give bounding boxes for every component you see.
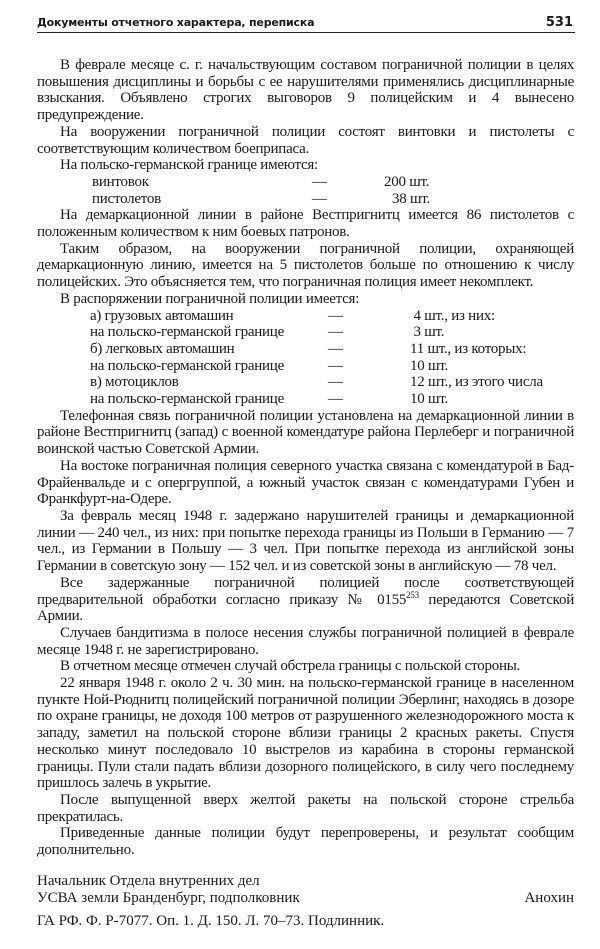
dash: — [328, 391, 343, 408]
dash: — [328, 340, 343, 357]
item-name: пистолетов [92, 190, 161, 207]
page-number: 531 [545, 15, 573, 30]
list-item [37, 341, 574, 358]
item-name: винтовок [92, 173, 149, 190]
item-name: на польско-германской границе [90, 357, 284, 374]
paragraph: В распоряжении пограничной полиции имеется: [60, 290, 360, 307]
paragraph: Приведенные данные полиции будут перепроверены, и результат сообщим дополнительно. [37, 825, 574, 859]
list-item [37, 191, 574, 208]
item-value: 200 шт. [384, 173, 430, 190]
paragraph: В отчетном месяце отмечен случай обстрела границы с польской стороны. [60, 658, 521, 675]
vehicles-list [37, 308, 574, 408]
dash: — [328, 307, 343, 324]
dash: — [328, 324, 343, 341]
paragraph: Случаев бандитизма в полосе несения службы пограничной полицией в феврале месяце 1948 г. не зарегистрировано. [37, 624, 574, 658]
footnote-ref[interactable]: 253 [406, 589, 419, 600]
archive-source: ГА РФ. Ф. Р-7077. Оп. 1. Д. 150. Л. 70–73. Подлинник. [37, 912, 385, 929]
item-value: 10 шт. [410, 391, 448, 408]
paragraph [37, 575, 574, 625]
signature-name: Анохин [524, 889, 574, 906]
paragraph-text: передаются Советской Армии. [37, 591, 574, 625]
paragraph: Телефонная связь пограничной полиции установлена на демаркационной линии в районе Вестпригнитц (запад) с военной комендатуре района Перлеберг и пограничной воинской частью Советской Армии. [37, 407, 574, 458]
list-item [37, 358, 574, 375]
item-value: 10 шт. [410, 357, 448, 374]
paragraph: После выпущенной вверх желтой ракеты на польской стороне стрельба прекратилась. [37, 791, 574, 825]
dash: — [312, 190, 327, 207]
paragraph-text: Все задержанные пограничной полицией после соответствующей предварительной обработки согласно приказу № 0155 [37, 574, 574, 608]
item-value: 4 шт., из них: [410, 307, 495, 324]
paragraph: На востоке пограничная полиция северного участка связана с комендатурой в Бад-Фрайенвальде и с опергруппой, а южный участок связан с комендатурами Губен и Франкфурт-на-Одере. [37, 457, 574, 508]
document-body [37, 0, 574, 949]
weapons-list [37, 174, 574, 207]
list-item [37, 374, 574, 391]
item-name: на польско-германской границе [90, 324, 284, 341]
item-name: на польско-германской границе [90, 391, 284, 408]
signature-block [37, 873, 574, 907]
item-name: а) грузовых автомашин [90, 307, 234, 324]
paragraph: 22 января 1948 г. около 2 ч. 30 мин. на польско-германской границе в населенном пункте Ной-Рюднитц полицейский пограничной полиции Эберлинг, находясь в дозоре по охране границы, не доходя 100 метров от разрушенного железнодорожного моста к западу, заметил на польской стороне вблизи границы 2 красных ракеты. Спустя несколько минут последовало 10 выстрелов из карабина в стороны германской границы. Пули стали падать вблизи дозорного полицейского, в силу чего последнему пришлось залечь в укрытие. [37, 675, 574, 792]
list-item [37, 174, 574, 191]
item-value: 12 шт., из этого числа [410, 374, 543, 391]
paragraph: Таким образом, на вооружении пограничной полиции, охраняющей демаркационную линию, имеется на 5 пистолетов больше по отношению к числу полицейских. Это объясняется тем, что пограничная полиция имеет некомплект. [37, 240, 574, 291]
signature-rank: УСВА земли Бранденбург, подполковник [37, 889, 300, 906]
paragraph: На польско-германской границе имеются: [60, 157, 318, 174]
item-name: в) мотоциклов [90, 374, 179, 391]
item-value: 38 шт. [392, 190, 430, 207]
list-item [37, 308, 574, 325]
item-name: б) легковых автомашин [90, 340, 235, 357]
paragraph: На вооружении пограничной полиции состоят винтовки и пистолеты с соответствующим количеством боеприпаса. [37, 123, 574, 157]
dash: — [312, 173, 327, 190]
list-item [37, 324, 574, 341]
paragraph: На демаркационной линии в районе Вестпригнитц имеется 86 пистолетов с положенным количеством к ним боевых патронов. [37, 207, 574, 241]
paragraph: В феврале месяце с. г. начальствующим составом пограничной полиции в целях повышения дисциплины и борьбы с ее нарушителями применялись дисциплинарные взыскания. Объявлено строгих выговоров 9 полицейским и 4 вынесено предупреждение. [37, 57, 574, 124]
running-title: Документы отчетного характера, переписка [37, 16, 315, 29]
dash: — [328, 357, 343, 374]
signature-position: Начальник Отдела внутренних дел [37, 872, 260, 889]
dash: — [328, 374, 343, 391]
item-value: 3 шт. [410, 324, 445, 341]
list-item [37, 391, 574, 408]
item-value: 11 шт., из которых: [410, 340, 527, 357]
paragraph: За февраль месяц 1948 г. задержано нарушителей границы и демаркационной линии — 240 чел., из них: при попытке перехода границы из Польши в Германию — 7 чел., из Германии в Польшу — 3 чел. При попытке перехода из английской зоны Германии в советскую зону — 152 чел. и из советской зоны в английскую — 78 чел. [37, 507, 574, 575]
